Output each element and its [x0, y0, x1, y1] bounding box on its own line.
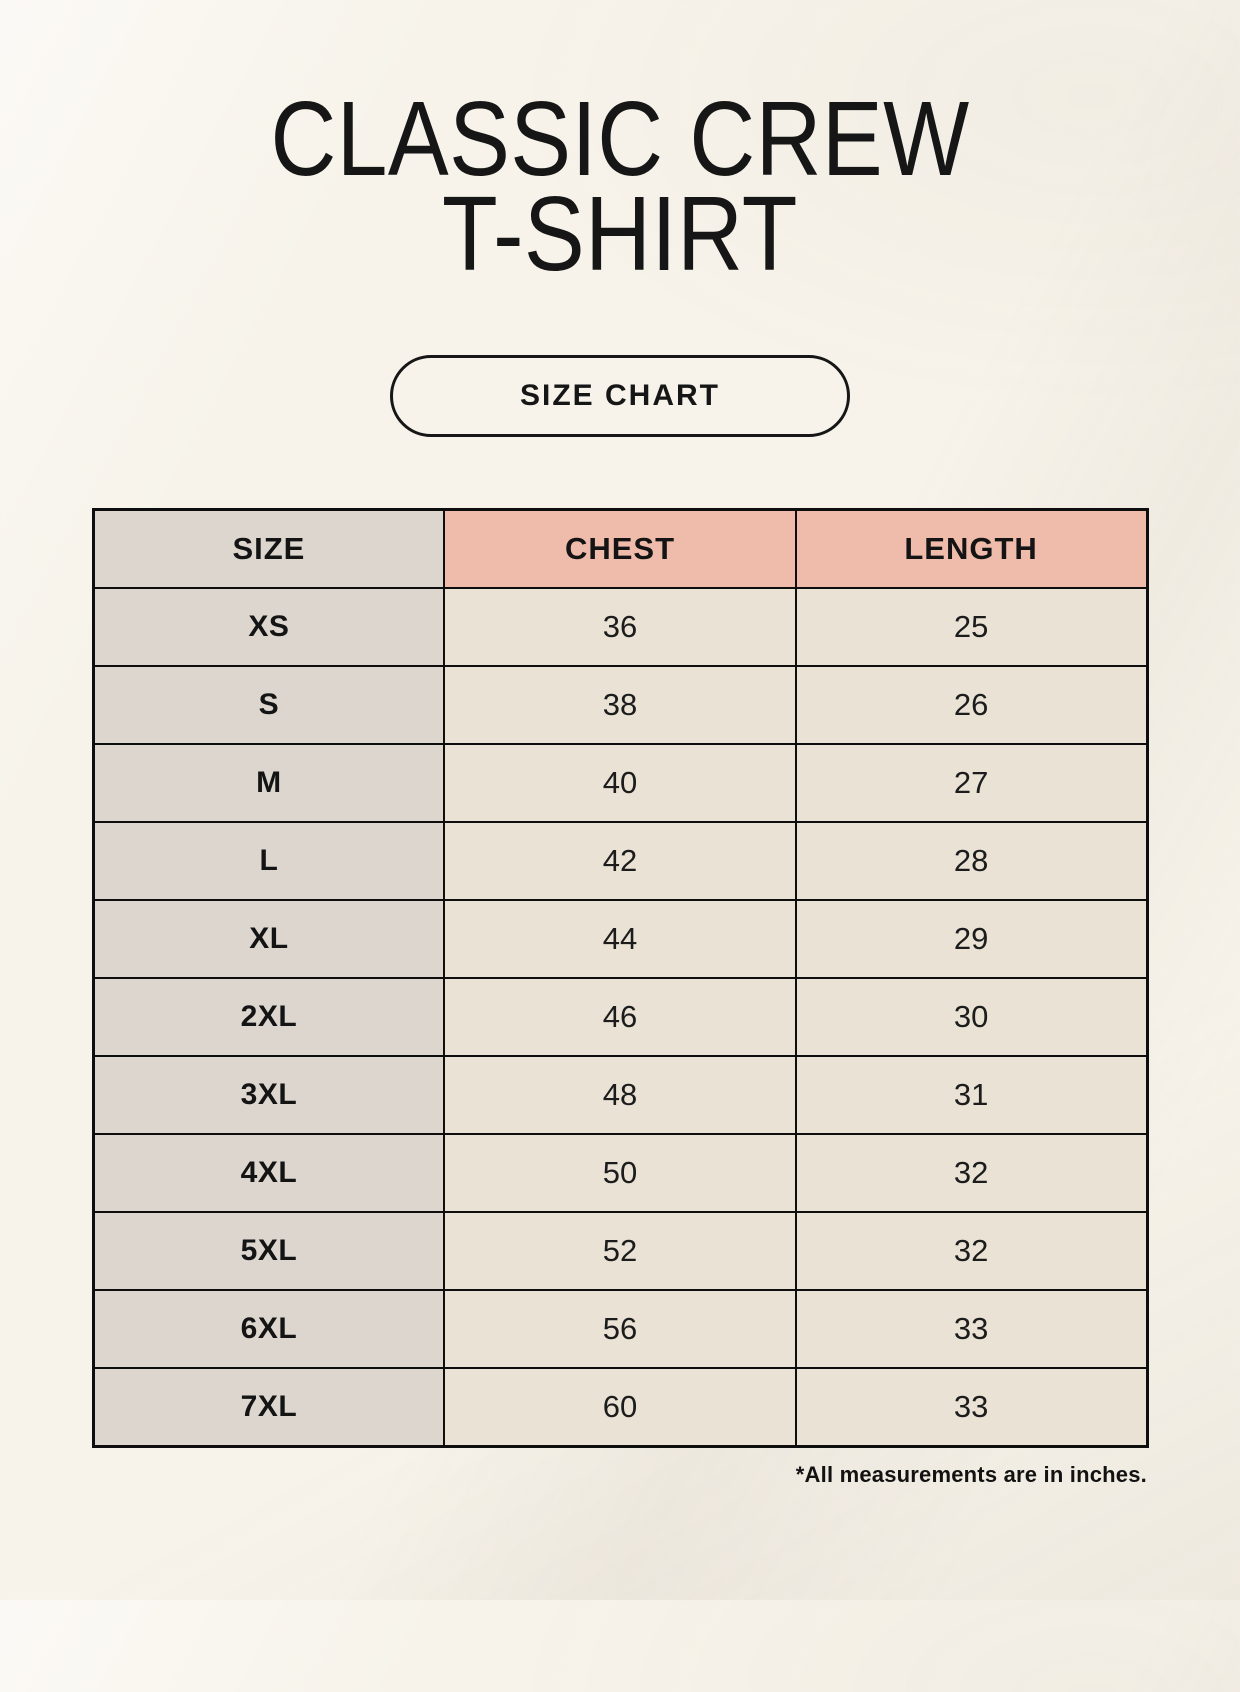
table-header-row [93, 509, 1147, 588]
size-chart-page [0, 80, 1240, 1692]
length-cell: 26 [796, 666, 1147, 744]
chest-cell: 56 [444, 1290, 795, 1368]
table-row-s [93, 666, 1147, 744]
chest-cell: 38 [444, 666, 795, 744]
title-line-2: T-SHIRT [442, 175, 798, 294]
size-cell: 6XL [93, 1290, 444, 1368]
chest-cell: 36 [444, 588, 795, 666]
length-cell: 27 [796, 744, 1147, 822]
length-cell: 33 [796, 1368, 1147, 1447]
length-cell: 28 [796, 822, 1147, 900]
table-row-6xl [93, 1290, 1147, 1368]
length-cell: 29 [796, 900, 1147, 978]
length-cell: 30 [796, 978, 1147, 1056]
page-title [87, 80, 1153, 294]
chest-cell: 52 [444, 1212, 795, 1290]
length-cell: 25 [796, 588, 1147, 666]
table-row-5xl [93, 1212, 1147, 1290]
chest-cell: 50 [444, 1134, 795, 1212]
size-table [92, 508, 1149, 1448]
table-row-7xl [93, 1368, 1147, 1447]
size-cell: XS [93, 588, 444, 666]
chest-cell: 40 [444, 744, 795, 822]
length-cell: 33 [796, 1290, 1147, 1368]
length-cell: 32 [796, 1134, 1147, 1212]
size-cell: 4XL [93, 1134, 444, 1212]
column-header-chest: CHEST [444, 509, 795, 588]
size-chart-badge-label: SIZE CHART [520, 378, 720, 412]
size-cell: XL [93, 900, 444, 978]
table-row-2xl [93, 978, 1147, 1056]
table-row-xl [93, 900, 1147, 978]
size-cell: 7XL [93, 1368, 444, 1447]
table-row-xs [93, 588, 1147, 666]
size-cell: 2XL [93, 978, 444, 1056]
size-chart-badge[interactable] [390, 355, 850, 437]
chest-cell: 42 [444, 822, 795, 900]
title-line-1: CLASSIC CREW [270, 80, 970, 198]
column-header-size: SIZE [93, 509, 444, 588]
measurements-footnote: *All measurements are in inches. [795, 1461, 1147, 1487]
column-header-length: LENGTH [796, 509, 1147, 588]
chest-cell: 44 [444, 900, 795, 978]
chest-cell: 46 [444, 978, 795, 1056]
size-cell: 5XL [93, 1212, 444, 1290]
size-cell: 3XL [93, 1056, 444, 1134]
chest-cell: 48 [444, 1056, 795, 1134]
length-cell: 31 [796, 1056, 1147, 1134]
chest-cell: 60 [444, 1368, 795, 1447]
length-cell: 32 [796, 1212, 1147, 1290]
table-row-3xl [93, 1056, 1147, 1134]
size-cell: S [93, 666, 444, 744]
size-cell: L [93, 822, 444, 900]
table-row-m [93, 744, 1147, 822]
table-row-l [93, 822, 1147, 900]
table-row-4xl [93, 1134, 1147, 1212]
size-cell: M [93, 744, 444, 822]
